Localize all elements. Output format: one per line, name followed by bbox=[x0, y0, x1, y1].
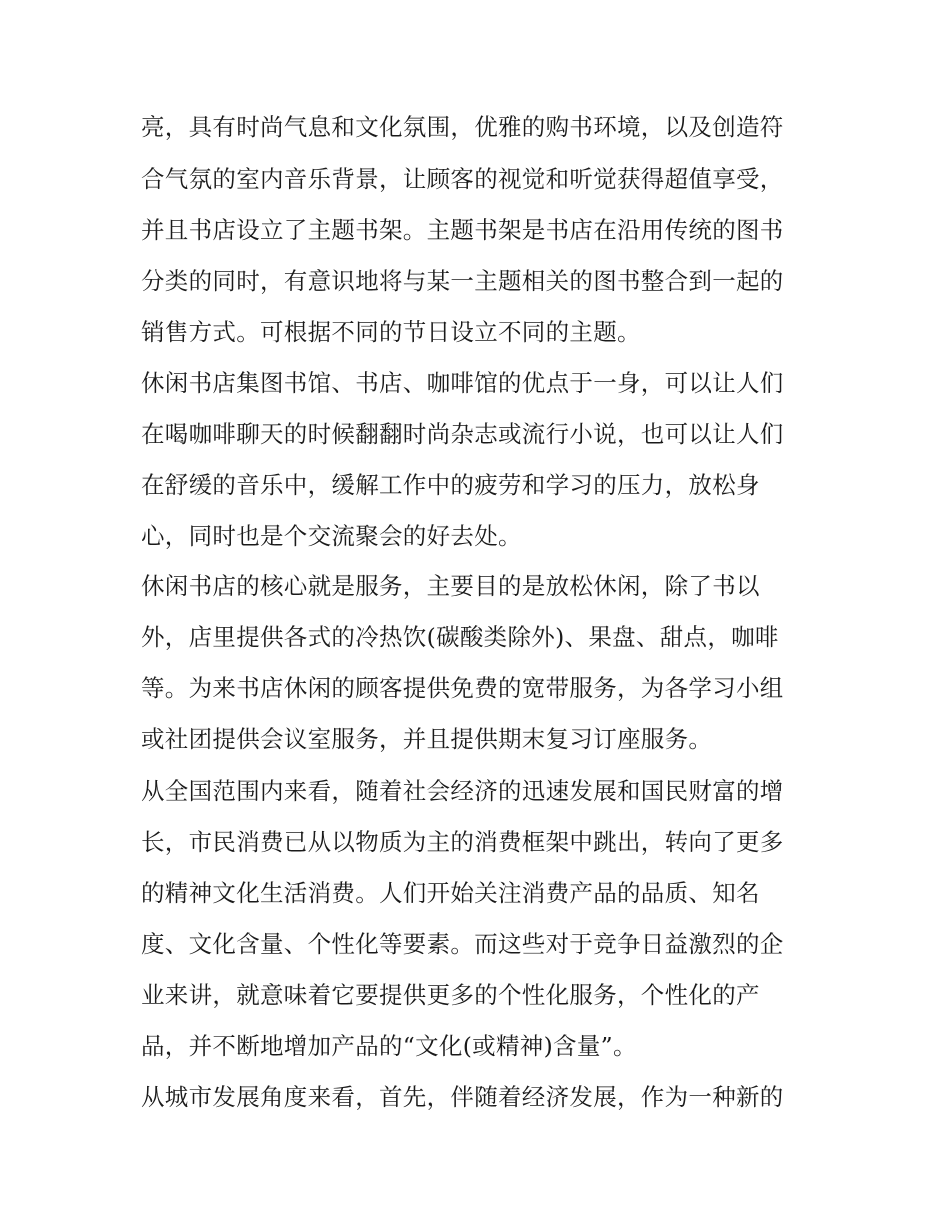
text-line: 品，并不断地增加产品的“文化(或精神)含量”。 bbox=[141, 1032, 637, 1060]
text-line: 在舒缓的音乐中，缓解工作中的疲劳和学习的压力，放松身 bbox=[141, 471, 760, 499]
text-line: 心，同时也是个交流聚会的好去处。 bbox=[141, 522, 522, 550]
text-line: 业来讲，就意味着它要提供更多的个性化服务，个性化的产 bbox=[141, 981, 760, 1009]
text-line: 销售方式。可根据不同的节日设立不同的主题。 bbox=[141, 318, 641, 346]
text-line: 度、文化含量、个性化等要素。而这些对于竞争日益激烈的企 bbox=[141, 930, 784, 958]
text-line: 从城市发展角度来看，首先，伴随着经济发展，作为一种新的 bbox=[141, 1083, 784, 1111]
text-line: 外，店里提供各式的冷热饮(碳酸类除外)、果盘、甜点，咖啡 bbox=[141, 623, 779, 651]
text-line: 等。为来书店休闲的顾客提供免费的宽带服务，为各学习小组 bbox=[141, 674, 784, 702]
text-line: 或社团提供会议室服务，并且提供期末复习订座服务。 bbox=[141, 725, 713, 753]
text-line: 分类的同时，有意识地将与某一主题相关的图书整合到一起的 bbox=[141, 267, 784, 295]
text-line: 休闲书店集图书馆、书店、咖啡馆的优点于一身，可以让人们 bbox=[141, 369, 784, 397]
text-line: 长，市民消费已从以物质为主的消费框架中跳出，转向了更多 bbox=[141, 828, 784, 856]
text-line: 从全国范围内来看，随着社会经济的迅速发展和国民财富的增 bbox=[141, 777, 784, 805]
text-line: 的精神文化生活消费。人们开始关注消费产品的品质、知名 bbox=[141, 879, 760, 907]
text-line: 在喝咖啡聊天的时候翻翻时尚杂志或流行小说，也可以让人们 bbox=[141, 420, 784, 448]
text-line: 合气氛的室内音乐背景，让顾客的视觉和听觉获得超值享受， bbox=[141, 165, 784, 193]
text-line: 休闲书店的核心就是服务，主要目的是放松休闲，除了书以 bbox=[141, 572, 760, 600]
text-line: 并且书店设立了主题书架。主题书架是书店在沿用传统的图书 bbox=[141, 216, 784, 244]
text-line: 亮，具有时尚气息和文化氛围，优雅的购书环境，以及创造符 bbox=[141, 113, 784, 141]
